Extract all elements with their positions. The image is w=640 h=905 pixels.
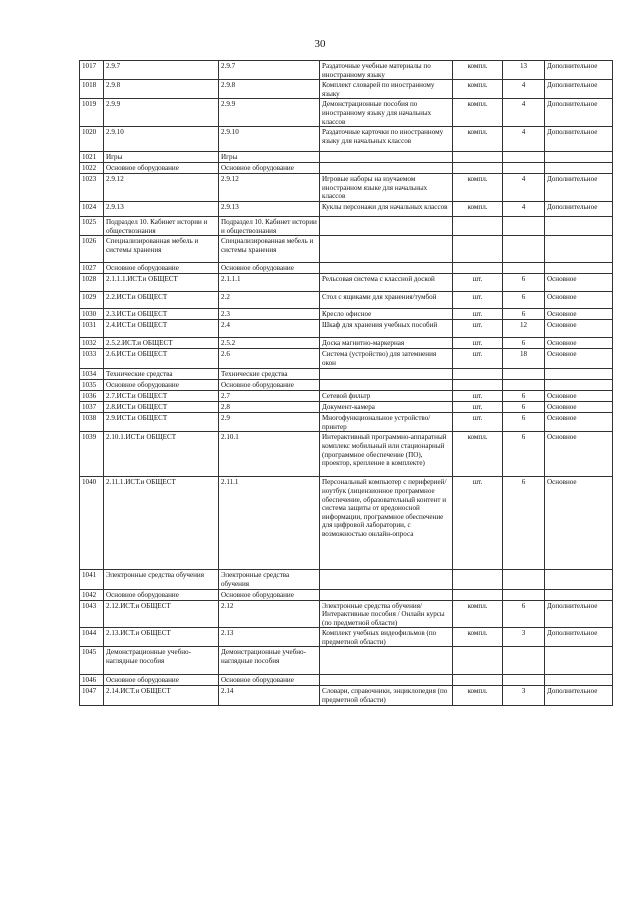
table-row <box>80 274 613 292</box>
row-unit: шт. <box>453 320 503 338</box>
row-subcode: 2.1.1.1 <box>219 274 320 292</box>
table-row <box>80 413 613 432</box>
table-row <box>80 163 613 174</box>
row-quantity: 6 <box>503 600 545 628</box>
row-unit: шт. <box>453 338 503 349</box>
row-quantity: 6 <box>503 402 545 413</box>
table-row <box>80 647 613 675</box>
row-name: Демонстрационные пособия по иностранному языку для начальных классов <box>320 99 453 127</box>
row-code: Основное оборудование <box>104 380 219 391</box>
row-subcode: Демонстрационные учебно-наглядные пособия <box>219 647 320 675</box>
row-type: Основное <box>545 402 613 413</box>
row-code: Основное оборудование <box>104 675 219 686</box>
row-subcode: Технические средства <box>219 369 320 380</box>
row-subcode: 2.13 <box>219 628 320 647</box>
row-unit <box>453 380 503 391</box>
row-code: Основное оборудование <box>104 589 219 600</box>
row-quantity <box>503 647 545 675</box>
row-name <box>320 369 453 380</box>
row-unit: компл. <box>453 628 503 647</box>
row-subcode: 2.4 <box>219 320 320 338</box>
row-code: Специализированная мебель и системы хранения <box>104 236 219 263</box>
row-subcode: Основное оборудование <box>219 263 320 274</box>
row-quantity: 6 <box>503 391 545 402</box>
row-code: Игры <box>104 152 219 163</box>
row-subcode: 2.3 <box>219 309 320 320</box>
row-number: 1041 <box>80 570 104 589</box>
row-number: 1047 <box>80 686 104 705</box>
row-code: 2.9.10 <box>104 127 219 152</box>
row-number: 1035 <box>80 380 104 391</box>
row-subcode: 2.14 <box>219 686 320 705</box>
row-type: Основное <box>545 274 613 292</box>
table-row <box>80 380 613 391</box>
row-code: Электронные средства обучения <box>104 570 219 589</box>
table-row <box>80 292 613 309</box>
row-subcode: Игры <box>219 152 320 163</box>
row-quantity: 6 <box>503 274 545 292</box>
row-quantity <box>503 570 545 589</box>
row-name <box>320 152 453 163</box>
row-subcode: Основное оборудование <box>219 675 320 686</box>
table-row <box>80 402 613 413</box>
row-name: Шкаф для хранения учебных пособий <box>320 320 453 338</box>
row-unit: компл. <box>453 99 503 127</box>
row-subcode: 2.9.9 <box>219 99 320 127</box>
row-number: 1039 <box>80 432 104 477</box>
row-code: 2.1.1.1.ИСТ.и ОБЩЕСТ <box>104 274 219 292</box>
table-row <box>80 152 613 163</box>
table-row <box>80 61 613 80</box>
row-type: Дополнительное <box>545 201 613 216</box>
row-subcode: Специализированная мебель и системы хранения <box>219 236 320 263</box>
row-quantity: 18 <box>503 349 545 369</box>
row-name: Интерактивный программно-аппаратный комплекс мобильный или стационарный (программное обеспечение (ПО), проектор, крепление в комплекте) <box>320 432 453 477</box>
table-row <box>80 236 613 263</box>
row-number: 1026 <box>80 236 104 263</box>
row-code: 2.9.9 <box>104 99 219 127</box>
row-subcode: 2.8 <box>219 402 320 413</box>
table-row <box>80 349 613 369</box>
row-subcode: 2.5.2 <box>219 338 320 349</box>
row-type: Дополнительное <box>545 99 613 127</box>
row-name <box>320 216 453 235</box>
row-subcode: 2.9.12 <box>219 174 320 202</box>
table-row <box>80 99 613 127</box>
row-unit <box>453 369 503 380</box>
table-row <box>80 589 613 600</box>
row-subcode: 2.9.10 <box>219 127 320 152</box>
row-subcode: 2.10.1 <box>219 432 320 477</box>
row-name: Документ-камера <box>320 402 453 413</box>
row-quantity <box>503 163 545 174</box>
row-type <box>545 152 613 163</box>
row-unit <box>453 216 503 235</box>
row-number: 1025 <box>80 216 104 235</box>
row-name: Игровые наборы на изучаемом иностранном языке для начальных классов <box>320 174 453 202</box>
table-row <box>80 174 613 202</box>
row-number: 1029 <box>80 292 104 309</box>
row-unit <box>453 236 503 263</box>
row-code: 2.5.2.ИСТ.и ОБЩЕСТ <box>104 338 219 349</box>
row-number: 1033 <box>80 349 104 369</box>
row-subcode: Основное оборудование <box>219 380 320 391</box>
row-name: Сетевой фильтр <box>320 391 453 402</box>
row-number: 1031 <box>80 320 104 338</box>
row-type <box>545 570 613 589</box>
row-number: 1046 <box>80 675 104 686</box>
row-subcode: 2.11.1 <box>219 477 320 570</box>
table-row <box>80 686 613 705</box>
row-quantity: 4 <box>503 80 545 99</box>
row-number: 1037 <box>80 402 104 413</box>
row-quantity <box>503 216 545 235</box>
row-unit: шт. <box>453 391 503 402</box>
table-row <box>80 570 613 589</box>
row-type <box>545 263 613 274</box>
row-quantity: 6 <box>503 292 545 309</box>
row-quantity <box>503 369 545 380</box>
row-unit: компл. <box>453 432 503 477</box>
row-code: 2.6.ИСТ.и ОБЩЕСТ <box>104 349 219 369</box>
row-name: Раздаточные карточки по иностранному языку для начальных классов <box>320 127 453 152</box>
row-number: 1043 <box>80 600 104 628</box>
row-name <box>320 380 453 391</box>
row-code: 2.10.1.ИСТ.и ОБЩЕСТ <box>104 432 219 477</box>
row-subcode: Электронные средства обучения <box>219 570 320 589</box>
row-type: Основное <box>545 391 613 402</box>
row-quantity: 6 <box>503 413 545 432</box>
row-number: 1022 <box>80 163 104 174</box>
row-type: Основное <box>545 320 613 338</box>
row-name <box>320 236 453 263</box>
table-row <box>80 675 613 686</box>
table-row <box>80 391 613 402</box>
row-quantity <box>503 589 545 600</box>
row-code: 2.9.13 <box>104 201 219 216</box>
table-row <box>80 216 613 235</box>
row-unit <box>453 152 503 163</box>
row-type <box>545 647 613 675</box>
row-number: 1020 <box>80 127 104 152</box>
row-type: Основное <box>545 292 613 309</box>
row-name: Комплект словарей по иностранному языку <box>320 80 453 99</box>
row-type <box>545 380 613 391</box>
table-row <box>80 338 613 349</box>
row-unit: шт. <box>453 292 503 309</box>
row-name: Кресло офисное <box>320 309 453 320</box>
table-row <box>80 263 613 274</box>
row-name: Многофункциональное устройство/принтер <box>320 413 453 432</box>
table-row <box>80 80 613 99</box>
table-row <box>80 127 613 152</box>
row-code: 2.7.ИСТ.и ОБЩЕСТ <box>104 391 219 402</box>
row-name <box>320 570 453 589</box>
row-code: 2.2.ИСТ.и ОБЩЕСТ <box>104 292 219 309</box>
row-name <box>320 675 453 686</box>
row-quantity: 12 <box>503 320 545 338</box>
row-code: Технические средства <box>104 369 219 380</box>
row-type: Дополнительное <box>545 600 613 628</box>
row-number: 1028 <box>80 274 104 292</box>
row-quantity <box>503 236 545 263</box>
row-quantity: 3 <box>503 628 545 647</box>
row-unit: компл. <box>453 686 503 705</box>
row-number: 1024 <box>80 201 104 216</box>
row-subcode: 2.6 <box>219 349 320 369</box>
row-quantity: 4 <box>503 174 545 202</box>
row-unit <box>453 570 503 589</box>
row-code: 2.8.ИСТ.и ОБЩЕСТ <box>104 402 219 413</box>
row-name: Электронные средства обучения/Интерактивные пособия / Онлайн курсы (по предметной области) <box>320 600 453 628</box>
row-number: 1030 <box>80 309 104 320</box>
row-quantity: 13 <box>503 61 545 80</box>
row-type: Основное <box>545 309 613 320</box>
row-unit <box>453 163 503 174</box>
table-row <box>80 309 613 320</box>
table-row <box>80 477 613 570</box>
row-code: Демонстрационные учебно-наглядные пособия <box>104 647 219 675</box>
row-type: Основное <box>545 477 613 570</box>
row-type: Дополнительное <box>545 80 613 99</box>
row-code: 2.4.ИСТ.и ОБЩЕСТ <box>104 320 219 338</box>
table-row <box>80 432 613 477</box>
row-quantity: 3 <box>503 686 545 705</box>
row-name: Рельсовая система с классной доской <box>320 274 453 292</box>
row-number: 1017 <box>80 61 104 80</box>
row-number: 1019 <box>80 99 104 127</box>
row-type <box>545 236 613 263</box>
row-number: 1038 <box>80 413 104 432</box>
row-unit: компл. <box>453 80 503 99</box>
table-row <box>80 628 613 647</box>
row-code: 2.13.ИСТ.и ОБЩЕСТ <box>104 628 219 647</box>
row-unit: компл. <box>453 174 503 202</box>
table-row <box>80 600 613 628</box>
row-number: 1018 <box>80 80 104 99</box>
row-code: 2.11.1.ИСТ.и ОБЩЕСТ <box>104 477 219 570</box>
row-type <box>545 369 613 380</box>
row-name <box>320 589 453 600</box>
row-quantity: 6 <box>503 309 545 320</box>
row-name: Словари, справочники, энциклопедия (по предметной области) <box>320 686 453 705</box>
row-number: 1045 <box>80 647 104 675</box>
row-number: 1042 <box>80 589 104 600</box>
row-code: 2.14.ИСТ.и ОБЩЕСТ <box>104 686 219 705</box>
row-code: Подраздел 10. Кабинет истории и обществознания <box>104 216 219 235</box>
row-type: Основное <box>545 413 613 432</box>
row-type: Основное <box>545 349 613 369</box>
row-quantity: 6 <box>503 432 545 477</box>
row-unit: шт. <box>453 402 503 413</box>
row-unit <box>453 263 503 274</box>
row-subcode: 2.2 <box>219 292 320 309</box>
row-unit: шт. <box>453 477 503 570</box>
row-quantity <box>503 380 545 391</box>
row-name: Куклы персонажи для начальных классов <box>320 201 453 216</box>
row-number: 1032 <box>80 338 104 349</box>
row-unit: шт. <box>453 274 503 292</box>
row-subcode: Основное оборудование <box>219 163 320 174</box>
row-type <box>545 216 613 235</box>
row-type: Основное <box>545 432 613 477</box>
row-quantity: 4 <box>503 99 545 127</box>
row-subcode: 2.9.8 <box>219 80 320 99</box>
table-row <box>80 320 613 338</box>
row-subcode: 2.9.13 <box>219 201 320 216</box>
row-subcode: 2.12 <box>219 600 320 628</box>
row-number: 1027 <box>80 263 104 274</box>
row-name: Доска магнитно-маркерная <box>320 338 453 349</box>
row-subcode: 2.9.7 <box>219 61 320 80</box>
row-code: Основное оборудование <box>104 163 219 174</box>
row-code: 2.9.ИСТ.и ОБЩЕСТ <box>104 413 219 432</box>
table-row <box>80 369 613 380</box>
row-code: 2.9.7 <box>104 61 219 80</box>
row-unit <box>453 675 503 686</box>
row-unit: компл. <box>453 61 503 80</box>
row-type <box>545 589 613 600</box>
row-type: Дополнительное <box>545 686 613 705</box>
row-quantity <box>503 263 545 274</box>
row-number: 1034 <box>80 369 104 380</box>
row-code: 2.12.ИСТ.и ОБЩЕСТ <box>104 600 219 628</box>
row-number: 1044 <box>80 628 104 647</box>
row-name: Раздаточные учебные материалы по иностранному языку <box>320 61 453 80</box>
row-unit: компл. <box>453 600 503 628</box>
row-unit: компл. <box>453 127 503 152</box>
row-quantity <box>503 152 545 163</box>
row-name: Система (устройство) для затемнения окон <box>320 349 453 369</box>
row-number: 1040 <box>80 477 104 570</box>
equipment-table <box>79 60 613 706</box>
row-subcode: 2.9 <box>219 413 320 432</box>
row-type: Дополнительное <box>545 61 613 80</box>
row-subcode: 2.7 <box>219 391 320 402</box>
row-type <box>545 675 613 686</box>
row-code: Основное оборудование <box>104 263 219 274</box>
row-unit <box>453 589 503 600</box>
table-row <box>80 201 613 216</box>
row-unit: компл. <box>453 201 503 216</box>
row-unit <box>453 647 503 675</box>
row-subcode: Подраздел 10. Кабинет истории и обществознания <box>219 216 320 235</box>
row-name <box>320 163 453 174</box>
row-unit: шт. <box>453 413 503 432</box>
row-quantity <box>503 675 545 686</box>
row-number: 1021 <box>80 152 104 163</box>
row-subcode: Основное оборудование <box>219 589 320 600</box>
row-type: Дополнительное <box>545 174 613 202</box>
row-unit: шт. <box>453 309 503 320</box>
row-type <box>545 163 613 174</box>
row-quantity: 6 <box>503 338 545 349</box>
row-name <box>320 263 453 274</box>
page-number: 30 <box>314 38 326 50</box>
row-number: 1036 <box>80 391 104 402</box>
row-unit: шт. <box>453 349 503 369</box>
row-type: Дополнительное <box>545 628 613 647</box>
row-name: Персональный компьютер с периферией/ноутбук (лицензионное программное обеспечение, образовательный контент и система защиты от вредоносной информации, программное обеспечение для цифровой лаборатории, с возможностью онлайн-опроса <box>320 477 453 570</box>
row-code: 2.3.ИСТ.и ОБЩЕСТ <box>104 309 219 320</box>
row-name: Комплект учебных видеофильмов (по предметной области) <box>320 628 453 647</box>
row-name <box>320 647 453 675</box>
row-number: 1023 <box>80 174 104 202</box>
row-quantity: 6 <box>503 477 545 570</box>
row-code: 2.9.12 <box>104 174 219 202</box>
row-name: Стол с ящиками для хранения/тумбой <box>320 292 453 309</box>
row-quantity: 4 <box>503 127 545 152</box>
row-code: 2.9.8 <box>104 80 219 99</box>
table-body <box>80 61 613 706</box>
row-type: Дополнительное <box>545 127 613 152</box>
row-type: Основное <box>545 338 613 349</box>
row-quantity: 4 <box>503 201 545 216</box>
